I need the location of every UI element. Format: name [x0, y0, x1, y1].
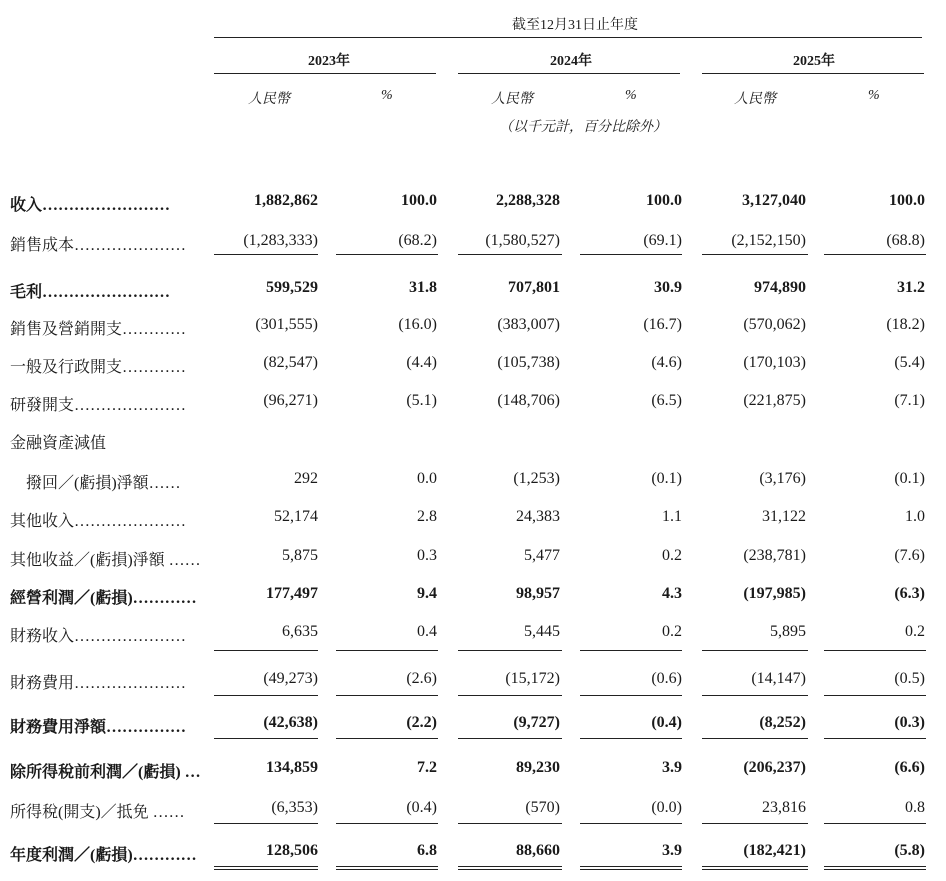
row-value: (82,547) — [263, 354, 318, 371]
row-value: (0.0) — [651, 799, 682, 816]
pct-label-2025: % — [868, 88, 880, 103]
row-value: 89,230 — [516, 759, 560, 776]
row-value: 707,801 — [508, 279, 560, 296]
row-value: 5,895 — [770, 623, 806, 640]
row-label: 所得稅(開支)／抵免 …… — [10, 804, 185, 821]
table-row — [0, 352, 946, 376]
row-label: 除所得稅前利潤／(虧損) … — [10, 764, 201, 781]
row-value: 0.0 — [417, 470, 437, 487]
row-value: 3.9 — [662, 842, 682, 859]
row-value: (148,706) — [497, 392, 560, 409]
row-value: (16.7) — [643, 316, 682, 333]
row-value: 292 — [294, 470, 318, 487]
row-value: 100.0 — [646, 192, 682, 209]
row-value: (0.1) — [651, 470, 682, 487]
row-label: 毛利…………………… — [10, 284, 171, 301]
row-value: (96,271) — [263, 392, 318, 409]
row-value: (238,781) — [743, 547, 806, 564]
row-value: (170,103) — [743, 354, 806, 371]
row-value: 30.9 — [654, 279, 682, 296]
row-value: (182,421) — [743, 842, 806, 859]
row-value: 24,383 — [516, 508, 560, 525]
row-label: 收入…………………… — [10, 197, 171, 214]
row-value: (2.2) — [406, 714, 437, 731]
row-value: (5.1) — [406, 392, 437, 409]
row-value: 177,497 — [266, 585, 318, 602]
row-value: 6.8 — [417, 842, 437, 859]
row-value: (14,147) — [751, 670, 806, 687]
row-value: 100.0 — [401, 192, 437, 209]
row-value: (4.4) — [406, 354, 437, 371]
year-rule-2025 — [702, 73, 924, 74]
row-value: (15,172) — [505, 670, 560, 687]
row-value: (4.6) — [651, 354, 682, 371]
table-row — [0, 712, 946, 736]
row-value: 52,174 — [274, 508, 318, 525]
year-2024: 2024年 — [550, 54, 592, 69]
row-value: 1.0 — [905, 508, 925, 525]
row-value: 0.2 — [905, 623, 925, 640]
row-label: 撥回／(虧損)淨額…… — [10, 475, 181, 492]
table-row — [0, 190, 946, 214]
table-row — [0, 797, 946, 821]
row-value: (69.1) — [643, 232, 682, 249]
row-label: 其他收益／(虧損)淨額 …… — [10, 552, 201, 569]
unit-label-2024: 人民幣 — [491, 92, 533, 107]
row-value: 31.8 — [409, 279, 437, 296]
row-label: 年度利潤／(虧損)………… — [10, 847, 197, 864]
row-value: (7.6) — [894, 547, 925, 564]
year-2025: 2025年 — [793, 54, 835, 69]
row-label: 金融資產減值 — [10, 435, 107, 452]
row-value: (0.4) — [651, 714, 682, 731]
row-label: 一般及行政開支………… — [10, 359, 187, 376]
period-title: 截至12月31日止年度 — [512, 18, 638, 33]
row-label: 銷售成本………………… — [10, 237, 187, 254]
year-rule-2024 — [458, 73, 680, 74]
unit-label-2025: 人民幣 — [734, 92, 776, 107]
row-value: (68.2) — [398, 232, 437, 249]
row-value: (6.3) — [894, 585, 925, 602]
row-value: (16.0) — [398, 316, 437, 333]
row-label: 經營利潤／(虧損)………… — [10, 590, 197, 607]
row-label: 銷售及營銷開支………… — [10, 321, 187, 338]
table-row — [0, 840, 946, 864]
row-value: 134,859 — [266, 759, 318, 776]
header-rule — [214, 37, 922, 38]
row-value: 100.0 — [889, 192, 925, 209]
row-value: (68.8) — [886, 232, 925, 249]
row-value: (6,353) — [271, 799, 318, 816]
row-value: 1,882,862 — [254, 192, 318, 209]
table-row — [0, 390, 946, 414]
row-value: 9.4 — [417, 585, 437, 602]
row-value: (0.6) — [651, 670, 682, 687]
row-value: (105,738) — [497, 354, 560, 371]
row-value: 7.2 — [417, 759, 437, 776]
year-rule-2023 — [214, 73, 436, 74]
row-value: (6.5) — [651, 392, 682, 409]
row-value: (5.4) — [894, 354, 925, 371]
row-value: 23,816 — [762, 799, 806, 816]
row-value: (3,176) — [759, 470, 806, 487]
row-value: (1,253) — [513, 470, 560, 487]
table-row — [0, 668, 946, 692]
row-value: 88,660 — [516, 842, 560, 859]
row-label: 財務收入………………… — [10, 628, 187, 645]
table-row — [0, 583, 946, 607]
row-value: 974,890 — [754, 279, 806, 296]
table-row — [0, 506, 946, 530]
row-value: (301,555) — [255, 316, 318, 333]
table-row — [0, 545, 946, 569]
row-value: 31,122 — [762, 508, 806, 525]
pct-label-2023: % — [381, 88, 393, 103]
row-value: (0.3) — [894, 714, 925, 731]
row-value: (570,062) — [743, 316, 806, 333]
row-value: 2,288,328 — [496, 192, 560, 209]
row-value: (0.4) — [406, 799, 437, 816]
row-value: (221,875) — [743, 392, 806, 409]
row-label: 財務費用淨額…………… — [10, 719, 187, 736]
table-row — [0, 468, 946, 492]
row-value: (8,252) — [759, 714, 806, 731]
table-row — [0, 757, 946, 781]
row-value: 2.8 — [417, 508, 437, 525]
pct-label-2024: % — [625, 88, 637, 103]
row-value: (18.2) — [886, 316, 925, 333]
row-label: 其他收入………………… — [10, 513, 187, 530]
row-value: 599,529 — [266, 279, 318, 296]
row-value: (49,273) — [263, 670, 318, 687]
row-value: (1,580,527) — [485, 232, 560, 249]
row-value: 0.3 — [417, 547, 437, 564]
row-value: 5,875 — [282, 547, 318, 564]
row-value: 0.4 — [417, 623, 437, 640]
row-value: (0.5) — [894, 670, 925, 687]
row-value: (5.8) — [894, 842, 925, 859]
row-value: (0.1) — [894, 470, 925, 487]
unit-note: （以千元計，百分比除外） — [499, 120, 667, 135]
row-value: 128,506 — [266, 842, 318, 859]
table-row — [0, 277, 946, 301]
row-label: 財務費用………………… — [10, 675, 187, 692]
row-value: 3.9 — [662, 759, 682, 776]
unit-label-2023: 人民幣 — [248, 92, 290, 107]
table-row — [0, 230, 946, 254]
row-label: 研發開支………………… — [10, 397, 187, 414]
table-row — [0, 428, 946, 452]
table-row — [0, 314, 946, 338]
year-2023: 2023年 — [308, 54, 350, 69]
row-value: 6,635 — [282, 623, 318, 640]
row-value: (2,152,150) — [731, 232, 806, 249]
table-row — [0, 621, 946, 645]
row-value: (7.1) — [894, 392, 925, 409]
row-value: (1,283,333) — [243, 232, 318, 249]
row-value: 5,445 — [524, 623, 560, 640]
row-value: 0.8 — [905, 799, 925, 816]
row-value: 5,477 — [524, 547, 560, 564]
row-value: (9,727) — [513, 714, 560, 731]
row-value: (2.6) — [406, 670, 437, 687]
row-value: (197,985) — [743, 585, 806, 602]
row-value: 0.2 — [662, 547, 682, 564]
row-value: 1.1 — [662, 508, 682, 525]
row-value: (206,237) — [743, 759, 806, 776]
row-value: 0.2 — [662, 623, 682, 640]
row-value: 98,957 — [516, 585, 560, 602]
row-value: 3,127,040 — [742, 192, 806, 209]
row-value: 4.3 — [662, 585, 682, 602]
row-value: (42,638) — [263, 714, 318, 731]
row-value: (6.6) — [894, 759, 925, 776]
row-value: (570) — [525, 799, 560, 816]
row-value: 31.2 — [897, 279, 925, 296]
row-value: (383,007) — [497, 316, 560, 333]
